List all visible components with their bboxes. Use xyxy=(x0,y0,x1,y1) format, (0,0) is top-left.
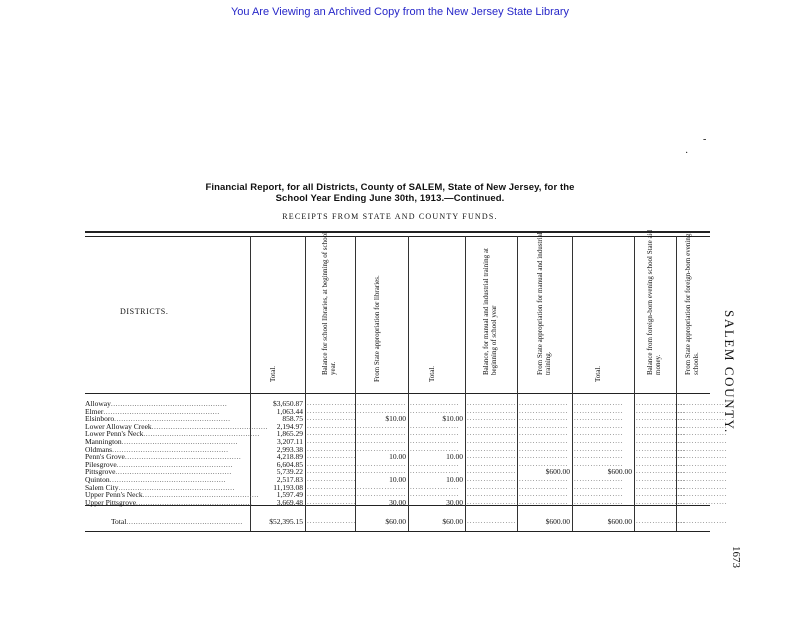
bottom-rule xyxy=(85,531,710,532)
empty-cell-dots: .................. xyxy=(636,490,686,499)
empty-cell-dots: .................. xyxy=(467,475,517,483)
empty-cell-dots: .................. xyxy=(357,406,407,415)
page-number: 1673 xyxy=(730,546,742,568)
empty-cell-dots: .................. xyxy=(636,399,686,407)
column-header-c4 xyxy=(408,238,465,390)
empty-cell-dots: .................. xyxy=(307,467,357,476)
empty-cell-dots: .................. xyxy=(678,475,728,483)
leader-dots: ................................................. xyxy=(151,421,269,431)
column-header-c3 xyxy=(355,238,408,390)
empty-cell-dots: .................. xyxy=(410,444,460,453)
empty-cell-dots: .................. xyxy=(357,467,407,476)
empty-cell-dots: .................. xyxy=(678,467,728,476)
empty-cell-dots: .................. xyxy=(519,490,569,499)
empty-cell-dots: .................. xyxy=(574,497,624,506)
empty-cell-dots: .................. xyxy=(636,459,686,468)
value-cell-c4: 10.00 xyxy=(446,475,463,484)
district-name: Total xyxy=(111,517,127,526)
leader-dots: ................................................. xyxy=(142,490,259,500)
empty-cell-dots: .................. xyxy=(678,399,728,407)
empty-cell-dots: .................. xyxy=(519,399,569,407)
column-header-text: From State appropriation for libraries. xyxy=(372,275,381,383)
leader-dots: ................................................. xyxy=(115,467,232,477)
leader-dots: ................................................. xyxy=(143,429,260,439)
empty-cell-dots: .................. xyxy=(410,399,460,407)
district-name: Pittsgrove xyxy=(85,467,116,477)
value-cell-c1: 2,993.38 xyxy=(276,444,303,454)
empty-cell-dots: .................. xyxy=(410,437,460,445)
top-rule-thin xyxy=(85,236,710,237)
empty-cell-dots: .................. xyxy=(678,437,728,445)
empty-cell-dots: .................. xyxy=(636,517,686,525)
leader-dots: ................................................. xyxy=(114,414,231,424)
empty-cell-dots: .................. xyxy=(636,482,686,491)
district-name: Elmer xyxy=(85,406,104,416)
empty-cell-dots: .................. xyxy=(467,437,517,445)
empty-cell-dots: .................. xyxy=(678,459,728,468)
value-cell-c1: 2,517.83 xyxy=(276,475,303,484)
value-cell-c4: 10.00 xyxy=(446,452,463,462)
leader-dots: ................................................. xyxy=(112,444,229,454)
value-cell-c1: 858.75 xyxy=(282,414,303,424)
header-bottom-rule xyxy=(85,393,710,394)
empty-cell-dots: .................. xyxy=(467,406,517,415)
empty-cell-dots: .................. xyxy=(467,497,517,506)
empty-cell-dots: .................. xyxy=(678,429,728,438)
value-cell-c1: 4,218.89 xyxy=(276,452,303,462)
empty-cell-dots: .................. xyxy=(678,497,728,506)
leader-dots: ................................................. xyxy=(126,517,243,526)
district-name: Penn's Grove xyxy=(85,452,125,462)
district-name: Quinton xyxy=(85,475,110,484)
empty-cell-dots: .................. xyxy=(467,459,517,468)
district-name: Oldmans xyxy=(85,444,113,454)
district-name: Pilesgrove xyxy=(85,459,117,469)
empty-cell-dots: .................. xyxy=(410,482,460,491)
value-cell-c1: 1,597.49 xyxy=(276,490,303,500)
value-cell-c1: 1,063.44 xyxy=(276,406,303,416)
empty-cell-dots: .................. xyxy=(467,467,517,476)
empty-cell-dots: .................. xyxy=(357,459,407,468)
empty-cell-dots: .................. xyxy=(307,517,357,525)
empty-cell-dots: .................. xyxy=(636,444,686,453)
district-name: Elsinboro xyxy=(85,414,115,424)
empty-cell-dots: .................. xyxy=(307,475,357,483)
empty-cell-dots: .................. xyxy=(636,429,686,438)
leader-dots: ................................................. xyxy=(118,482,235,492)
title-line-2: School Year Ending June 30th, 1913.—Continued. xyxy=(275,193,505,204)
value-cell-c1: 1,865.29 xyxy=(276,429,303,439)
value-cell-c1: $52,395.15 xyxy=(269,517,303,526)
empty-cell-dots: .................. xyxy=(574,490,624,499)
table-subtitle: RECEIPTS FROM STATE AND COUNTY FUNDS. xyxy=(282,212,498,221)
empty-cell-dots: .................. xyxy=(519,482,569,491)
empty-cell-dots: .................. xyxy=(307,497,357,506)
empty-cell-dots: .................. xyxy=(357,399,407,407)
empty-cell-dots: .................. xyxy=(574,429,624,438)
empty-cell-dots: .................. xyxy=(519,429,569,438)
empty-cell-dots: .................. xyxy=(519,421,569,430)
empty-cell-dots: .................. xyxy=(307,452,357,461)
value-cell-c7: $600.00 xyxy=(607,467,632,477)
district-name: Upper Pittsgrove xyxy=(85,497,137,507)
district-name: Lower Penn's Neck xyxy=(85,429,144,439)
empty-cell-dots: .................. xyxy=(519,444,569,453)
empty-cell-dots: .................. xyxy=(574,444,624,453)
county-side-label: SALEM COUNTY. xyxy=(722,310,737,434)
empty-cell-dots: .................. xyxy=(636,467,686,476)
leader-dots: ................................................. xyxy=(136,497,253,507)
top-rule xyxy=(85,231,710,233)
value-cell-c3: 10.00 xyxy=(389,452,406,462)
district-name: Upper Penn's Neck xyxy=(85,490,143,500)
empty-cell-dots: .................. xyxy=(678,490,728,499)
column-header-text: From State appropriation for foreign-born evening schools. xyxy=(684,233,700,375)
column-header-text: Balance for school libraries, at beginning of school year. xyxy=(321,231,337,375)
value-cell-c1: $3,650.87 xyxy=(273,399,303,408)
empty-cell-dots: .................. xyxy=(357,437,407,445)
empty-cell-dots: .................. xyxy=(467,444,517,453)
empty-cell-dots: .................. xyxy=(678,517,728,525)
value-cell-c7: $600.00 xyxy=(607,517,632,526)
empty-cell-dots: .................. xyxy=(307,421,357,430)
empty-cell-dots: .................. xyxy=(636,414,686,423)
empty-cell-dots: .................. xyxy=(410,406,460,415)
empty-cell-dots: .................. xyxy=(410,490,460,499)
district-name: Salem City xyxy=(85,482,119,492)
column-header-text: Balance from foreign-born evening school State aid money. xyxy=(646,229,662,375)
empty-cell-dots: .................. xyxy=(678,406,728,415)
column-header-text: Total. xyxy=(594,366,602,383)
empty-cell-dots: .................. xyxy=(574,437,624,445)
column-header-c7 xyxy=(572,238,634,390)
empty-cell-dots: .................. xyxy=(467,429,517,438)
empty-cell-dots: .................. xyxy=(467,517,517,525)
district-name-cell xyxy=(85,497,253,507)
empty-cell-dots: .................. xyxy=(678,414,728,423)
leader-dots: ................................................. xyxy=(103,406,220,416)
empty-cell-dots: .................. xyxy=(467,414,517,423)
leader-dots: ................................................. xyxy=(121,437,239,446)
empty-cell-dots: .................. xyxy=(574,452,624,461)
leader-dots: ................................................. xyxy=(110,399,228,408)
empty-cell-dots: .................. xyxy=(467,490,517,499)
column-header-text: Balance, for manual and industrial training at beginning of school year xyxy=(482,247,498,375)
stray-mark: · xyxy=(685,148,689,159)
value-cell-c1: 2,194.97 xyxy=(276,421,303,431)
value-cell-c3: 30.00 xyxy=(389,497,406,507)
empty-cell-dots: .................. xyxy=(467,399,517,407)
stray-mark: - xyxy=(703,134,707,145)
empty-cell-dots: .................. xyxy=(467,421,517,430)
empty-cell-dots: .................. xyxy=(307,429,357,438)
empty-cell-dots: .................. xyxy=(678,452,728,461)
empty-cell-dots: .................. xyxy=(574,414,624,423)
empty-cell-dots: .................. xyxy=(410,421,460,430)
empty-cell-dots: .................. xyxy=(574,459,624,468)
value-cell-c4: $60.00 xyxy=(442,517,463,526)
value-cell-c1: 5,739.22 xyxy=(276,467,303,477)
empty-cell-dots: .................. xyxy=(307,482,357,491)
title-line-1: Financial Report, for all Districts, County of SALEM, State of New Jersey, for the xyxy=(205,182,575,193)
empty-cell-dots: .................. xyxy=(519,497,569,506)
district-name-cell xyxy=(85,518,276,526)
value-cell-c1: 3,669.48 xyxy=(276,497,303,507)
empty-cell-dots: .................. xyxy=(307,399,357,407)
empty-cell-dots: .................. xyxy=(357,421,407,430)
value-cell-c6: $600.00 xyxy=(545,517,570,526)
empty-cell-dots: .................. xyxy=(307,444,357,453)
leader-dots: ................................................. xyxy=(116,459,234,469)
table-row xyxy=(85,497,728,507)
empty-cell-dots: .................. xyxy=(307,459,357,468)
empty-cell-dots: .................. xyxy=(519,406,569,415)
report-title xyxy=(110,182,670,204)
value-cell-c3: $10.00 xyxy=(385,414,406,424)
empty-cell-dots: .................. xyxy=(636,421,686,430)
district-name: Mannington xyxy=(85,437,122,446)
empty-cell-dots: .................. xyxy=(574,399,624,407)
empty-cell-dots: .................. xyxy=(636,497,686,506)
empty-cell-dots: .................. xyxy=(519,452,569,461)
leader-dots: ................................................. xyxy=(109,475,226,484)
column-header-c6 xyxy=(517,232,572,390)
empty-cell-dots: .................. xyxy=(410,467,460,476)
empty-cell-dots: .................. xyxy=(357,429,407,438)
empty-cell-dots: .................. xyxy=(636,437,686,445)
empty-cell-dots: .................. xyxy=(636,452,686,461)
value-cell-c4: $10.00 xyxy=(442,414,463,424)
value-cell-c3: 10.00 xyxy=(389,475,406,484)
empty-cell-dots: .................. xyxy=(574,406,624,415)
empty-cell-dots: .................. xyxy=(678,444,728,453)
empty-cell-dots: .................. xyxy=(410,429,460,438)
empty-cell-dots: .................. xyxy=(357,444,407,453)
column-header-c5 xyxy=(465,238,517,390)
column-header-text: Total. xyxy=(268,366,277,383)
value-cell-c4: 30.00 xyxy=(446,497,463,507)
empty-cell-dots: .................. xyxy=(307,414,357,423)
empty-cell-dots: .................. xyxy=(519,475,569,483)
empty-cell-dots: .................. xyxy=(636,406,686,415)
empty-cell-dots: .................. xyxy=(574,475,624,483)
empty-cell-dots: .................. xyxy=(357,490,407,499)
empty-cell-dots: .................. xyxy=(307,406,357,415)
value-cell-c3: $60.00 xyxy=(385,517,406,526)
empty-cell-dots: .................. xyxy=(678,421,728,430)
column-header-text: Total. xyxy=(427,366,436,383)
empty-cell-dots: .................. xyxy=(357,482,407,491)
empty-cell-dots: .................. xyxy=(574,421,624,430)
empty-cell-dots: .................. xyxy=(467,452,517,461)
value-cell-c1: 11,193.08 xyxy=(273,482,303,492)
empty-cell-dots: .................. xyxy=(574,482,624,491)
empty-cell-dots: .................. xyxy=(636,475,686,483)
empty-cell-dots: .................. xyxy=(519,437,569,445)
empty-cell-dots: .................. xyxy=(307,490,357,499)
value-cell-c1: 6,604.85 xyxy=(276,459,303,469)
column-header-c2 xyxy=(305,231,355,390)
districts-header: DISTRICTS. xyxy=(120,307,169,316)
district-name: Alloway xyxy=(85,399,111,408)
empty-cell-dots: .................. xyxy=(678,482,728,491)
column-header-c1 xyxy=(250,238,305,390)
district-name: Lower Alloway Creek xyxy=(85,421,152,431)
empty-cell-dots: .................. xyxy=(410,459,460,468)
empty-cell-dots: .................. xyxy=(519,414,569,423)
empty-cell-dots: .................. xyxy=(519,459,569,468)
total-row xyxy=(85,517,728,526)
empty-cell-dots: .................. xyxy=(467,482,517,491)
column-header-c9 xyxy=(676,233,710,390)
column-header-c8 xyxy=(634,229,676,390)
leader-dots: ................................................. xyxy=(124,452,242,462)
value-cell-c6: $600.00 xyxy=(545,467,570,477)
archive-banner: You Are Viewing an Archived Copy from the New Jersey State Library xyxy=(230,6,570,18)
value-cell-c1: 3,207.11 xyxy=(277,437,303,446)
column-header-text: From State appropriation for manual and industrial training. xyxy=(535,232,552,375)
empty-cell-dots: .................. xyxy=(307,437,357,445)
